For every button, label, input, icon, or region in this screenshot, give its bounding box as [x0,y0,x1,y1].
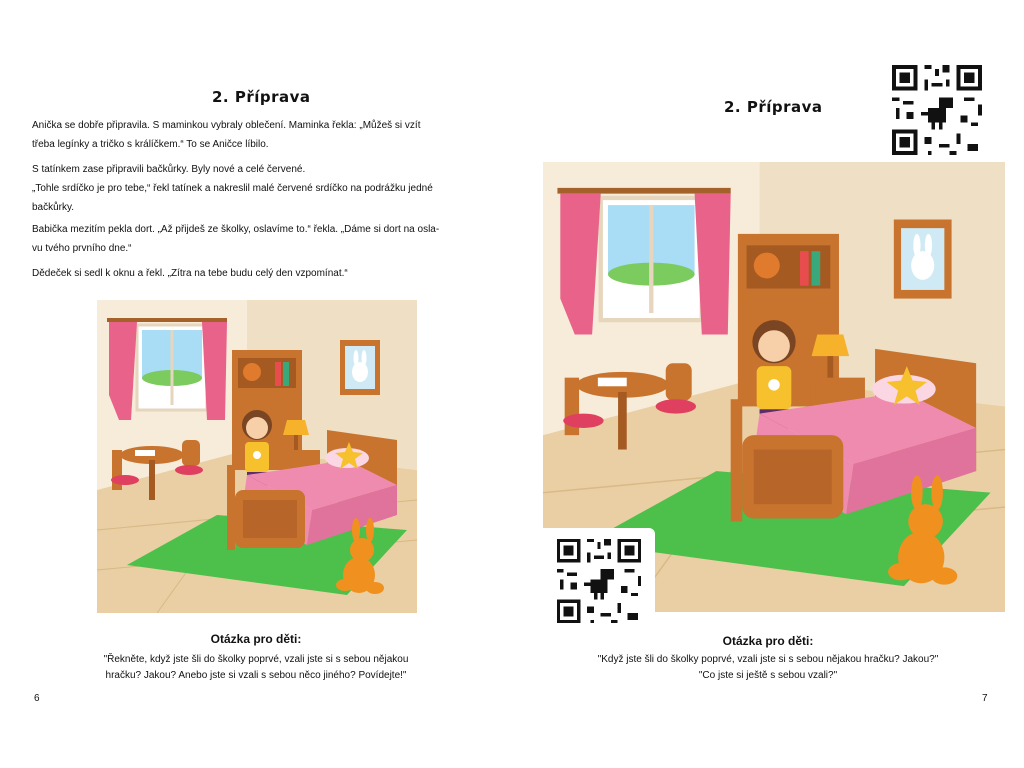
bedroom-illustration [97,300,417,613]
right-page [512,0,1024,768]
text-line: „Tohle srdíčko je pro tebe,“ řekl tatínek a nakreslil malé červené srdíčko na podrážku jedné [32,183,433,194]
page-title: 2. Příprava [212,88,311,106]
text-line: Dědeček si sedl k oknu a řekl. „Zítra na tebe budu celý den vzpomínat.“ [32,268,348,279]
paragraph-4 [32,264,482,283]
page-number: 7 [982,693,988,704]
text-line: Babička mezitím pekla dort. „Až přijdeš ze školky, oslavíme to.“ řekla. „Dáme si dort na osla- [32,224,440,235]
qr-code-icon[interactable] [543,528,655,634]
question-heading: Otázka pro děti: [210,632,302,646]
paragraph-3 [32,220,482,258]
text-line: třeba legínky a tričko s králíčkem.“ To se Aničce líbilo. [32,139,269,150]
paragraph-2 [32,160,482,217]
page-title: 2. Příprava [724,98,823,116]
page-number: 6 [34,693,40,704]
question-line: "Co jste si ještě s sebou vzali?" [698,670,838,681]
question-heading: Otázka pro děti: [722,634,814,648]
question-line: "Řekněte, když jste šli do školky poprvé, vzali jste si s sebou nějakou [103,654,409,665]
question-text [512,652,1024,684]
question-line: hračku? Jakou? Anebo jste si vzali s sebou něco jiného? Povídejte!" [105,670,407,681]
text-line: vu tvého prvního dne.“ [32,243,132,254]
question-text [0,652,512,684]
question-line: "Když jste šli do školky poprvé, vzali jste si s sebou nějakou hračku? Jakou?" [597,654,939,665]
text-line: Anička se dobře připravila. S maminkou vybraly oblečení. Maminka řekla: „Můžeš si vzít [32,120,421,131]
text-line: bačkůrky. [32,202,75,213]
qr-code-icon[interactable] [885,58,989,162]
paragraph-1 [32,116,482,154]
text-line: S tatínkem zase připravili bačkůrky. Byly nové a celé červené. [32,164,306,175]
